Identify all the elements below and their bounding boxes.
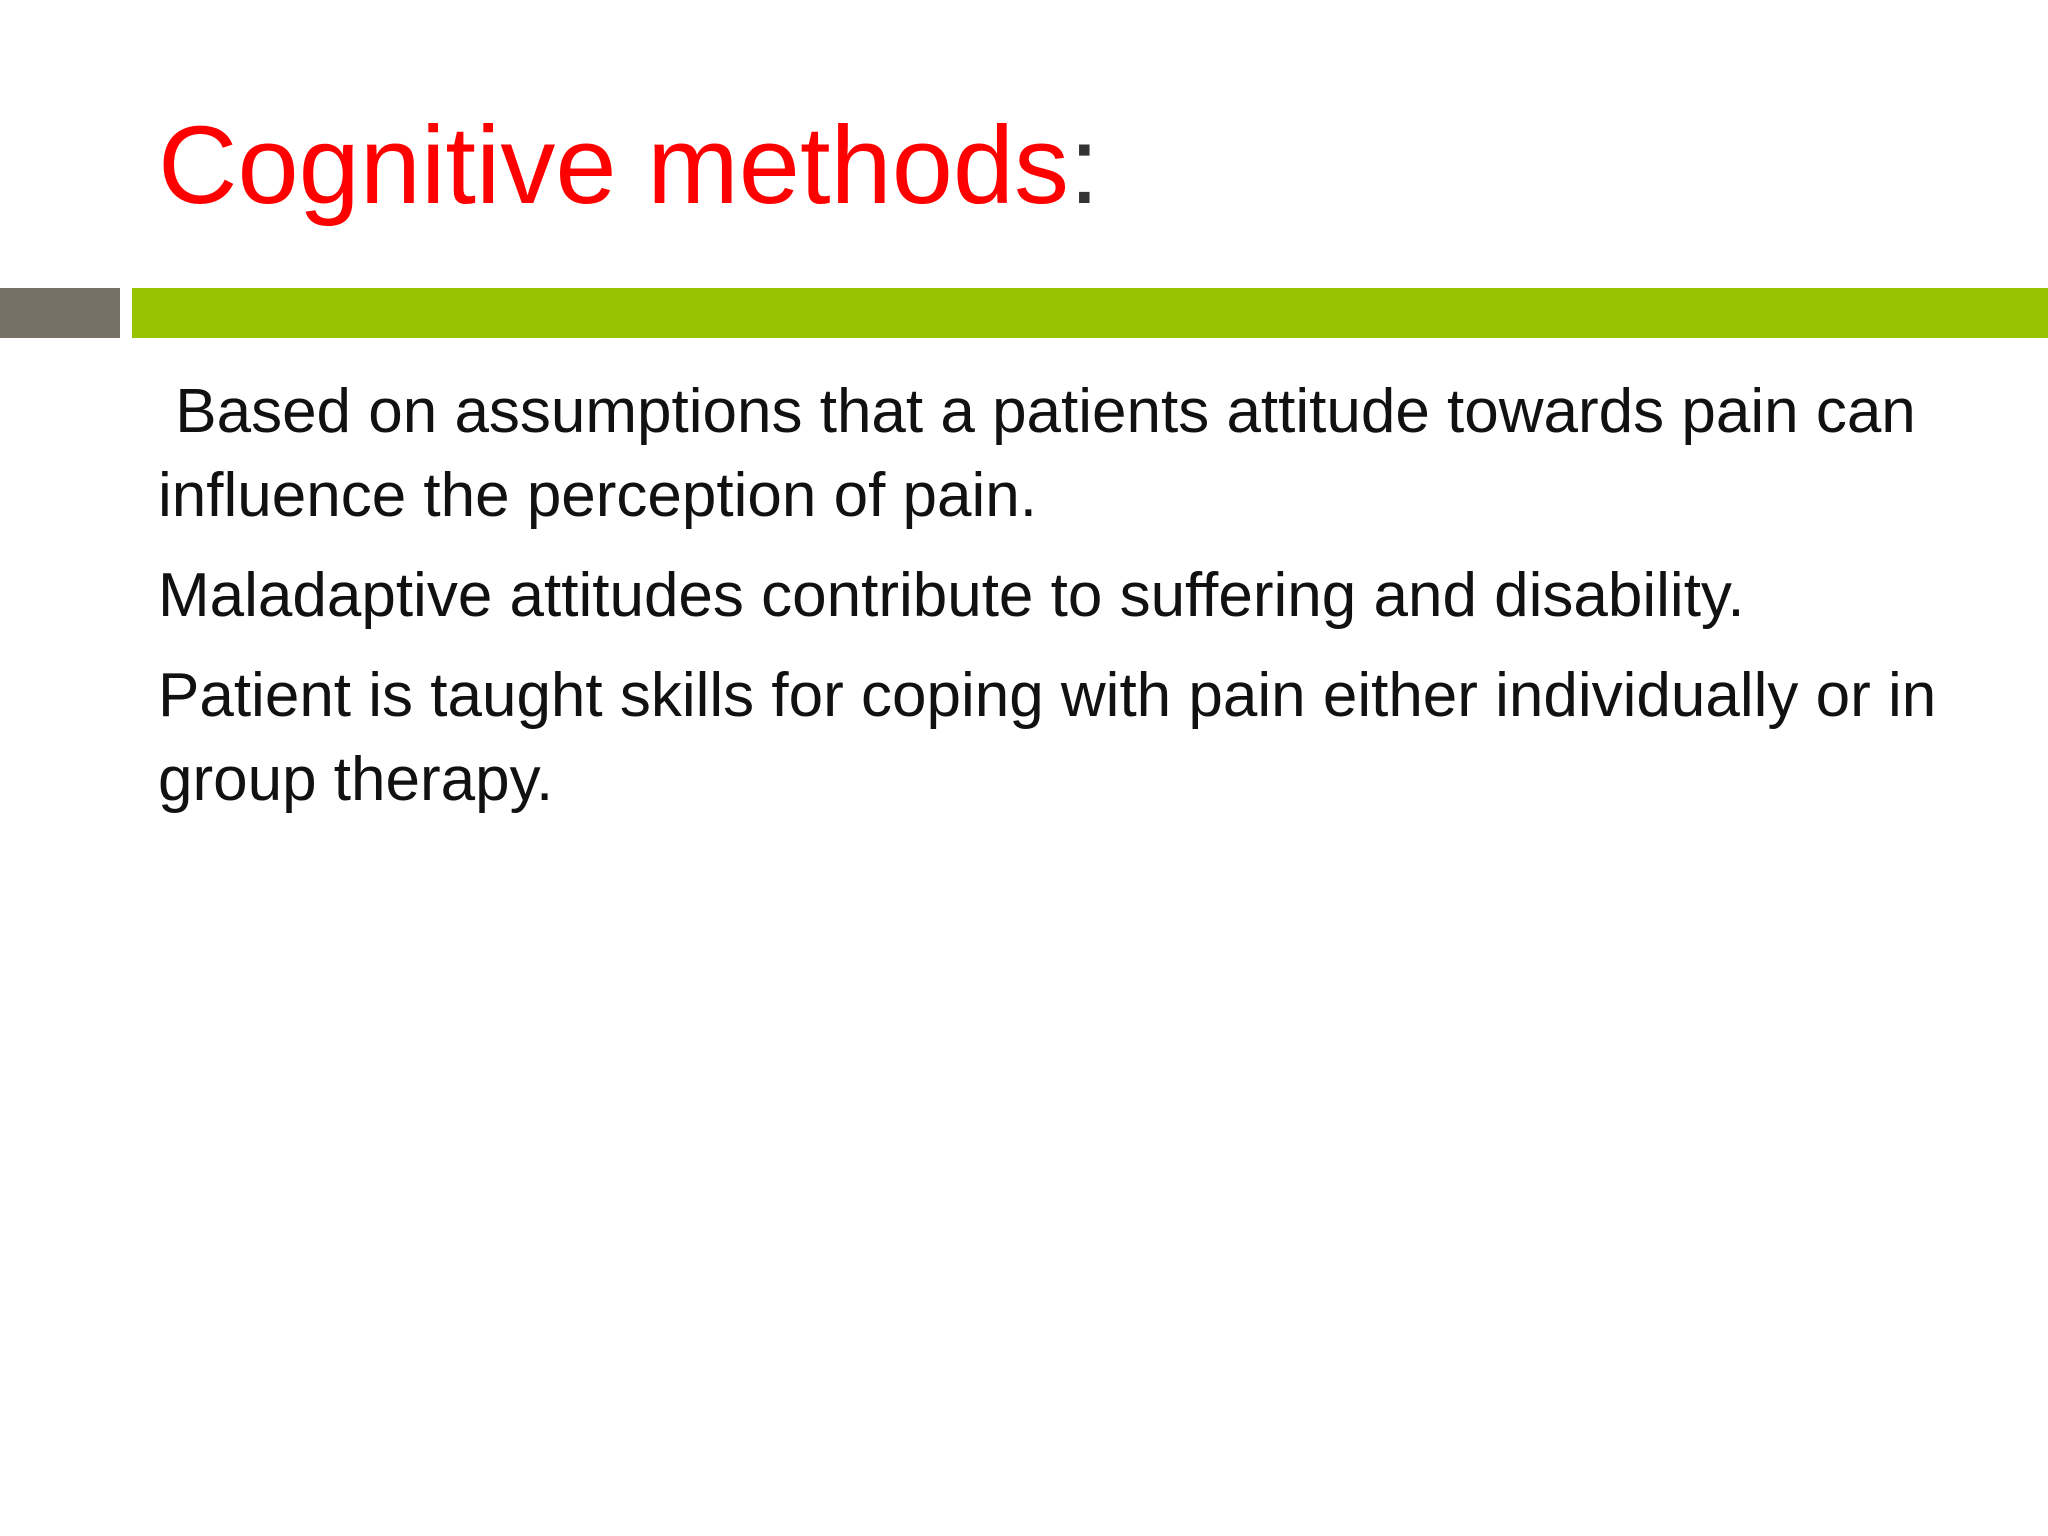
paragraph-2: Maladaptive attitudes contribute to suffering and disability. (158, 561, 1745, 630)
slide-title-colon: : (1069, 104, 1100, 227)
accent-block (0, 288, 120, 338)
accent-bar (132, 288, 2048, 338)
slide-body (158, 370, 1978, 838)
paragraph-3: Patient is taught skills for coping with pain either individually or in group therapy. (158, 661, 1937, 814)
paragraph-1: Based on assumptions that a patients attitude towards pain can influence the perception of pain. (158, 377, 1934, 530)
slide-title (158, 100, 1100, 232)
slide-title-text: Cognitive methods (158, 104, 1070, 227)
